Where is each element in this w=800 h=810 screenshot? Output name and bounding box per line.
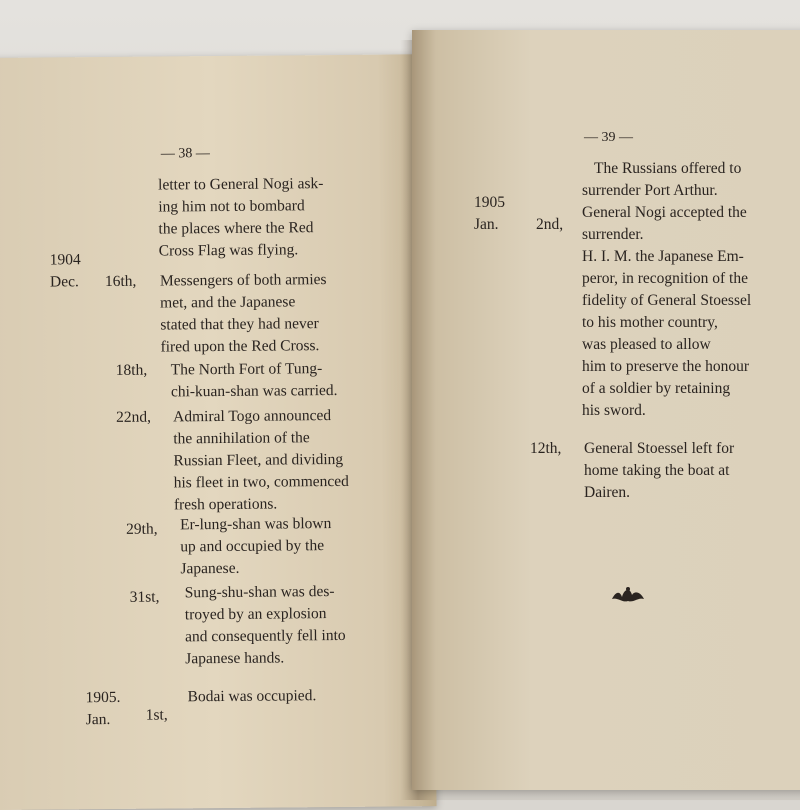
day-22nd: 22nd, xyxy=(116,408,152,426)
entry-18th: The North Fort of Tung- chi-kuan-shan was carried. xyxy=(170,360,338,401)
year-1905-right: 1905 xyxy=(474,194,505,211)
day-31st: 31st, xyxy=(129,588,160,606)
entry-22nd: Admiral Togo announced the annihilation of the Russian Fleet, and dividing his fleet in two, commenced fresh operations. xyxy=(173,407,349,514)
month-dec: Dec. xyxy=(49,273,79,291)
page-number-39: — 39 — xyxy=(584,130,633,145)
day-16th: 16th, xyxy=(104,272,137,291)
entry-1st: Bodai was occupied. xyxy=(187,687,317,706)
right-page xyxy=(412,30,800,790)
entry-2nd: General Nogi accepted the surrender. H. I. M. the Japanese Em- peror, in recognition of the fidelity of General Stoessel to his mother country, was pleased to allow him to preserve the honour of a soldier by retaining his sword. xyxy=(582,204,752,419)
continuation-text: letter to General Nogi ask- ing him not to bombard the places where the Red Cross Flag was flying. xyxy=(158,175,324,260)
day-12th: 12th, xyxy=(530,440,562,457)
entry-16th: Messengers of both armies met, and the Japanese stated that they had never fired upon the Red Cross. xyxy=(159,271,327,356)
day-2nd: 2nd, xyxy=(536,216,564,233)
left-page xyxy=(0,54,437,810)
day-1st: 1st, xyxy=(145,706,168,724)
day-29th: 29th, xyxy=(126,520,158,538)
year-1905-left: 1905. xyxy=(85,688,121,707)
year-1904: 1904 xyxy=(49,251,81,269)
entry-31st: Sung-shu-shan was des- troyed by an explosion and consequently fell into Japanese hands. xyxy=(184,583,346,668)
entry-29th: Er-lung-shan was blown up and occupied by the Japanese. xyxy=(180,515,332,578)
month-jan-right: Jan. xyxy=(474,216,499,233)
month-jan-left: Jan. xyxy=(85,710,111,729)
flourish-ornament-icon xyxy=(608,583,648,607)
page-number-38: — 38 — xyxy=(160,146,210,162)
entry-12th: General Stoessel left for home taking the boat at Dairen. xyxy=(584,440,735,501)
continuation-text-right: The Russians offered to surrender Port Arthur. xyxy=(582,160,742,199)
day-18th: 18th, xyxy=(115,361,148,379)
